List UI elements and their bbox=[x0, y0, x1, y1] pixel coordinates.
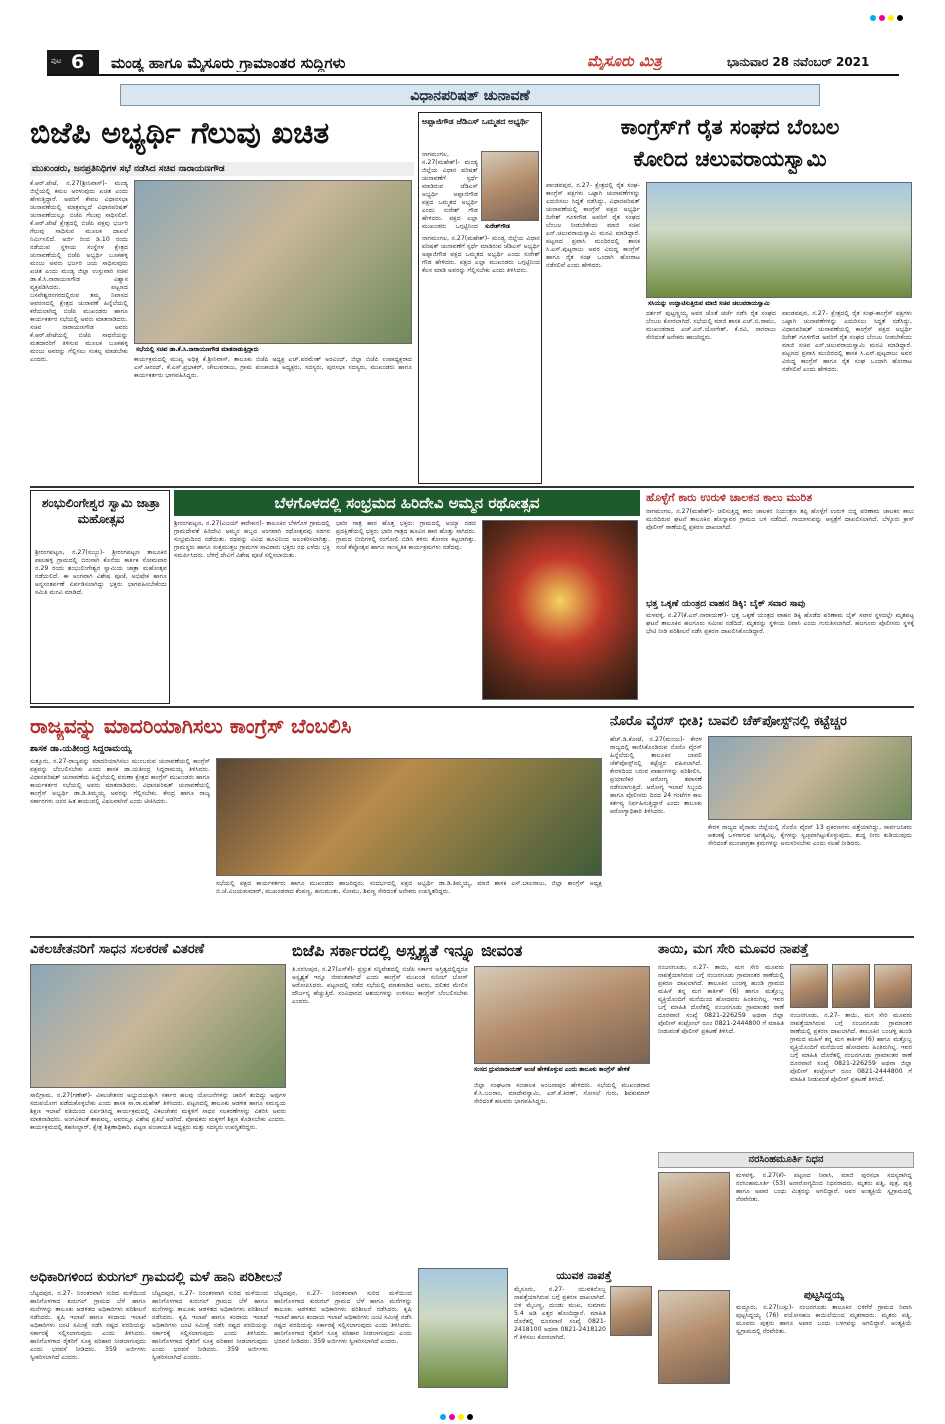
sidebar-jds-candidate bbox=[418, 112, 542, 484]
story-subhead: ಶಾಸಕ ಡಾ.ಯತೀಂದ್ರ ಸಿದ್ದರಾಮಯ್ಯ bbox=[30, 744, 132, 754]
page-number-badge bbox=[47, 50, 99, 74]
obituary-title: ಪುಟ್ಟಸಿದ್ದಯ್ಯ bbox=[803, 1290, 845, 1301]
story-body: ಸುತ್ತೂರು, ನ.27-ರಾಜ್ಯವನ್ನು ಮಾದರಿಯಾಗಿಸಲು ಮುಂಬರುವ ಚುನಾವಣೆಯಲ್ಲಿ ಕಾಂಗ್ರೆಸ್ ಪಕ್ಷವನ್ನು ಬೆಂಬಲಿಸಬೇಕು ಎಂದು ಶಾಸಕ ಡಾ.ಯತೀಂದ್ರ ಸಿದ್ದರಾಮಯ್ಯ ತಿಳಿಸಿದರು. ವಿಧಾನಪರಿಷತ್ ಚುನಾವಣೆಯ ಹಿನ್ನೆಲೆಯಲ್ಲಿ ವರುಣಾ ಕ್ಷೇತ್ರದ ಕಾಂಗ್ರೆಸ್ ಮುಖಂಡರು ಹಾಗೂ ಕಾರ್ಯಕರ್ತರ ಸಭೆಯಲ್ಲಿ ಅವರು ಮಾತನಾಡಿದರು. ವಿಧಾನಪರಿಷತ್ ಚುನಾವಣೆಯಲ್ಲಿ ಕಾಂಗ್ರೆಸ್ ಅಭ್ಯರ್ಥಿ ಡಾ.ಡಿ.ತಿಮ್ಮಯ್ಯ ಅವರನ್ನು ಗೆಲ್ಲಿಸಬೇಕು. ಕೇಂದ್ರ ಹಾಗೂ ರಾಜ್ಯ ಸರ್ಕಾರಗಳು ಜನರ ಹಿತ ಕಾಯುವಲ್ಲಿ ವಿಫಲವಾಗಿವೆ ಎಂದು ಟೀಕಿಸಿದರು. bbox=[30, 758, 210, 805]
story-photo bbox=[708, 736, 912, 820]
story-body: ಹೆಚ್.ಡಿ.ಕೋಟೆ, ನ.27(ಮಂಜು)- ಕೇರಳ ರಾಜ್ಯದಲ್ಲಿ ಕಾಣಿಸಿಕೊಂಡಿರುವ ನೊರೊ ವೈರಸ್ ಹಿನ್ನೆಲೆಯಲ್ಲಿ ತಾಲೂಕಿನ ಬಾವಲಿ ಚೆಕ್‌ಪೋಸ್ಟ್‌ನಲ್ಲಿ ಕಟ್ಟೆಚ್ಚರ ವಹಿಸಲಾಗಿದೆ. ಕೇರಳದಿಂದ ಬರುವ ವಾಹನಗಳನ್ನು ಪರಿಶೀಲಿಸಿ, ಪ್ರಯಾಣಿಕರ ಆರೋಗ್ಯ ತಪಾಸಣೆ ನಡೆಸಲಾಗುತ್ತಿದೆ. ಆರೋಗ್ಯ ಇಲಾಖೆ ಸಿಬ್ಬಂದಿ ಹಾಗೂ ಪೊಲೀಸರು ದಿನದ 24 ಗಂಟೆಗಳ ಕಾಲ ಕರ್ತವ್ಯ ನಿರ್ವಹಿಸುತ್ತಿದ್ದಾರೆ ಎಂದು ತಾಲೂಕು ಆರೋಗ್ಯಾಧಿಕಾರಿ ತಿಳಿಸಿದರು. bbox=[610, 736, 702, 815]
story-body: ನಂಜನಗೂಡು, ನ.27- ತಾಯಿ, ಮಗ ಸೇರಿ ಮೂವರು ನಾಪತ್ತೆಯಾಗಿರುವ ಬಗ್ಗೆ ನಂಜನಗೂಡು ಗ್ರಾಮಾಂತರ ಠಾಣೆಯಲ್ಲಿ ಪ್ರಕರಣ ದಾಖಲಾಗಿದೆ. ತಾಲೂಕಿನ ಬಂಚಳ್ಳಿ ಹುಂಡಿ ಗ್ರಾಮದ ಮಹಿಳೆ ತನ್ನ ಮಗ ಕಾರ್ತಿಕ್ (6) ಹಾಗೂ ಮತ್ತೊಬ್ಬ ವ್ಯಕ್ತಿಯೊಂದಿಗೆ ಮನೆಯಿಂದ ಹೋದವರು ಹಿಂತಿರುಗಿಲ್ಲ. ಇವರ ಬಗ್ಗೆ ಮಾಹಿತಿ ದೊರೆತಲ್ಲಿ ನಂಜನಗೂಡು ಗ್ರಾಮಾಂತರ ಠಾಣೆ ದೂರವಾಣಿ ಸಂಖ್ಯೆ 0821-226259 ಅಥವಾ ಜಿಲ್ಲಾ ಪೊಲೀಸ್ ಕಂಟ್ರೋಲ್ ರೂಂ 0821-2444800 ಗೆ ಮಾಹಿತಿ ನೀಡುವಂತೆ ಪೊಲೀಸ್ ಪ್ರಕಟಣೆ ತಿಳಿಸಿದೆ. bbox=[658, 964, 784, 1035]
sidebar-body: ನಾಗಮಂಗಲ, ನ.27(ಮಹೇಶ್)- ಮಂಡ್ಯ ಜಿಲ್ಲೆಯ ವಿಧಾನ ಪರಿಷತ್ ಚುನಾವಣೆಗೆ ಸ್ಪರ್ಧೆ ಮಾಡಿರುವ ಜೆಡಿಎಸ್ ಅಭ್ಯರ್ಥಿ ಅಪ್ಪಾಜಿಗೌಡ ಪಕ್ಷದ ಒಮ್ಮತದ ಅಭ್ಯರ್ಥಿ ಎಂದು ಸುರೇಶ್ ಗೌಡ ಹೇಳಿದರು. ಪಕ್ಷದ ಎಲ್ಲಾ ಮುಖಂಡರು ಒಗ್ಗಟ್ಟಿನಿಂದ bbox=[422, 151, 478, 230]
story-body-cont2: ಬೆಟ್ಟದಪುರ, ನ.27- ನಿರಂತರವಾಗಿ ಸುರಿದ ಮಳೆಯಿಂದ ಹಾನಿಗೊಳಗಾದ ಕುರುಗಲ್ ಗ್ರಾಮದ ಬೆಳೆ ಹಾಗೂ ಮನೆಗಳನ್ನು ತಾಲೂಕು ಆಡಳಿತದ ಅಧಿಕಾರಿಗಳು ಪರಿಶೀಲನೆ ನಡೆಸಿದರು. ಕೃಷಿ ಇಲಾಖೆ ಹಾಗೂ ಕಂದಾಯ ಇಲಾಖೆ ಅಧಿಕಾರಿಗಳು ಜಂಟಿ ಸಮೀಕ್ಷೆ ನಡೆಸಿ ನಷ್ಟದ ವರದಿಯನ್ನು ಸರ್ಕಾರಕ್ಕೆ ಸಲ್ಲಿಸಲಾಗುವುದು ಎಂದು ತಿಳಿಸಿದರು. ಹಾನಿಗೊಳಗಾದ ರೈತರಿಗೆ ಸೂಕ್ತ ಪರಿಹಾರ ನೀಡಲಾಗುವುದು ಎಂದು ಭರವಸೆ ನೀಡಿದರು. 359 ಅರ್ಜಿಗಳು ಸ್ವೀಕರಿಸಲಾಗಿದೆ ಎಂದರು. bbox=[274, 1290, 412, 1345]
story-body: ತಿ.ನರಸೀಪುರ, ನ.27(ಎಸ್‌ಕೆ)- ಪ್ರಸ್ತುತ ಸನ್ನಿವೇಶದಲ್ಲಿ ಬಿಜೆಪಿ ಸರ್ಕಾರ ಅಸ್ತಿತ್ವದಲ್ಲಿದ್ದರೂ ಅಸ್ಪೃಶ್ಯತೆ ಇನ್ನೂ ಜೀವಂತವಾಗಿದೆ ಎಂದು ಕಾಂಗ್ರೆಸ್ ಮುಖಂಡ ಸುನೀಲ್ ಬೋಸ್ ಆರೋಪಿಸಿದರು. ಪಟ್ಟಣದಲ್ಲಿ ನಡೆದ ಸಭೆಯಲ್ಲಿ ಮಾತನಾಡಿದ ಅವರು, ದಲಿತರ ಮೇಲಿನ ದೌರ್ಜನ್ಯ ಹೆಚ್ಚುತ್ತಿದೆ. ಸಂವಿಧಾನದ ಆಶಯಗಳನ್ನು ಉಳಿಸಲು ಕಾಂಗ್ರೆಸ್ ಬೆಂಬಲಿಸಬೇಕು ಎಂದರು. bbox=[292, 966, 468, 1005]
story-photo bbox=[134, 180, 412, 344]
sidebar-photo bbox=[481, 151, 539, 221]
story-photo bbox=[482, 520, 638, 700]
story-body-cont: ಜಿಲ್ಲಾ ಸಂಘಟನಾ ಸಂಚಾಲಕ ಅಂಜನಾಪುರ ಹೇಳಿದರು. ಸಭೆಯಲ್ಲಿ ಮುಖಂಡರಾದ ಕೆ.ಸಿ.ಬಲರಾಂ, ಮಾದೇವಸ್ವಾಮಿ, ಎಸ್.ಕೆ.ಕಿರಣ್, ಸೋಸಲೆ ಗುರು, ಶಿವಕುಮಾರ್ ಸೇರಿದಂತೆ ಹಲವರು ಭಾಗವಹಿಸಿದ್ದರು. bbox=[474, 1082, 650, 1105]
story-headline-line2: ಕೋರಿದ ಚಲುವರಾಯಸ್ವಾಮಿ bbox=[633, 147, 827, 171]
story-subhead: ಭತ್ತ ಒಕ್ಕಣೆ ಯಂತ್ರದ ವಾಹನ ಡಿಕ್ಕಿ: ಬೈಕ್ ಸವಾರ ಸಾವು bbox=[646, 599, 806, 609]
story-body: ಬೆಟ್ಟದಪುರ, ನ.27- ನಿರಂತರವಾಗಿ ಸುರಿದ ಮಳೆಯಿಂದ ಹಾನಿಗೊಳಗಾದ ಕುರುಗಲ್ ಗ್ರಾಮದ ಬೆಳೆ ಹಾಗೂ ಮನೆಗಳನ್ನು ತಾಲೂಕು ಆಡಳಿತದ ಅಧಿಕಾರಿಗಳು ಪರಿಶೀಲನೆ ನಡೆಸಿದರು. ಕೃಷಿ ಇಲಾಖೆ ಹಾಗೂ ಕಂದಾಯ ಇಲಾಖೆ ಅಧಿಕಾರಿಗಳು ಜಂಟಿ ಸಮೀಕ್ಷೆ ನಡೆಸಿ ನಷ್ಟದ ವರದಿಯನ್ನು ಸರ್ಕಾರಕ್ಕೆ ಸಲ್ಲಿಸಲಾಗುವುದು ಎಂದು ತಿಳಿಸಿದರು. ಹಾನಿಗೊಳಗಾದ ರೈತರಿಗೆ ಸೂಕ್ತ ಪರಿಹಾರ ನೀಡಲಾಗುವುದು ಎಂದು ಭರವಸೆ ನೀಡಿದರು. 359 ಅರ್ಜಿಗಳು ಸ್ವೀಕರಿಸಲಾಗಿದೆ ಎಂದರು. bbox=[30, 1290, 146, 1361]
story-bjp-victory bbox=[30, 112, 414, 484]
story-body: ಶ್ರೀರಂಗಪಟ್ಟಣ, ನ.27(ವಿಜಯ್ ಕಾರೇಕುರ)- ತಾಲೂಕಿನ ಬೆಳಗೊಳ ಗ್ರಾಮದಲ್ಲಿ ಗ್ರಾಮದೇವತೆ ಹಿರಿದೇವಿ ಅಮ್ಮನ ಹಬ್ಬದ ಅಂಗವಾಗಿ ರಥೋತ್ಸವವು ಸಡಗರ ಸಂಭ್ರಮದಿಂದ ನಡೆಯಿತು. ರಥವನ್ನು ವಿವಿಧ ಹೂವಿನಿಂದ ಅಲಂಕರಿಸಲಾಗಿತ್ತು. ಗ್ರಾಮಸ್ಥರು ಹಾಗೂ ಸುತ್ತಮುತ್ತಲ ಗ್ರಾಮಗಳ ಸಾವಿರಾರು ಭಕ್ತರು ರಥ ಎಳೆದು ಭಕ್ತಿ ಸಮರ್ಪಿಸಿದರು. ಬೆಳಿಗ್ಗೆ ದೇವಿಗೆ ವಿಶೇಷ ಪೂಜೆ ಸಲ್ಲಿಸಲಾಯಿತು. bbox=[174, 520, 330, 559]
story-photo-caption: ಸಸಿಯನ್ನು ಉದ್ಘಾಟಿಸುತ್ತಿರುವ ಮಾಜಿ ಸಚಿವ ಚಲುವರಾಯಸ್ವಾಮಿ bbox=[648, 300, 910, 307]
story-disabled-aid bbox=[30, 940, 286, 1266]
sidebar-body-cont: ನಾಗಮಂಗಲ, ನ.27(ಮಹೇಶ್)- ಮಂಡ್ಯ ಜಿಲ್ಲೆಯ ವಿಧಾನ ಪರಿಷತ್ ಚುನಾವಣೆಗೆ ಸ್ಪರ್ಧೆ ಮಾಡಿರುವ ಜೆಡಿಎಸ್ ಅಭ್ಯರ್ಥಿ ಅಪ್ಪಾಜಿಗೌಡ ಪಕ್ಷದ ಒಮ್ಮತದ ಅಭ್ಯರ್ಥಿ ಎಂದು ಸುರೇಶ್ ಗೌಡ ಹೇಳಿದರು. ಪಕ್ಷದ ಎಲ್ಲಾ ಮುಖಂಡರು ಒಗ್ಗಟ್ಟಿನಿಂದ ಕೆಲಸ ಮಾಡಿ ಅವರನ್ನು ಗೆಲ್ಲಿಸಬೇಕು ಎಂದು ತಿಳಿಸಿದರು. bbox=[422, 235, 540, 274]
story-headline: ಬಿಜೆಪಿ ಅಭ್ಯರ್ಥಿ ಗೆಲುವು ಖಚಿತ bbox=[30, 116, 330, 151]
register-marks-bottom bbox=[440, 1405, 476, 1424]
story-headline: ನೊರೊ ವೈರಸ್ ಭೀತಿ; ಬಾವಲಿ ಚೆಕ್‌ಪೋಸ್ಟ್‌ನಲ್ಲಿ ಕಟ್ಟೆಚ್ಚರ bbox=[610, 714, 847, 729]
divider bbox=[30, 706, 914, 708]
story-body-cont: ಮಳವಳ್ಳಿ, ನ.27(ಕೆ.ಎನ್.ನಾರಾಯಣ್)- ಭತ್ತ ಒಕ್ಕಣೆ ಯಂತ್ರದ ವಾಹನ ಡಿಕ್ಕಿ ಹೊಡೆದ ಪರಿಣಾಮ ಬೈಕ್ ಸವಾರ ಸ್ಥಳದಲ್ಲೇ ಮೃತಪಟ್ಟ ಘಟನೆ ತಾಲೂಕಿನ ಹಲಗೂರು ಸಮೀಪ ನಡೆದಿದೆ. ಮೃತನನ್ನು ಸ್ಥಳೀಯ ನಿವಾಸಿ ಎಂದು ಗುರುತಿಸಲಾಗಿದೆ. ಹಲಗೂರು ಪೊಲೀಸರು ಸ್ಥಳಕ್ಕೆ ಭೇಟಿ ನೀಡಿ ಪರಿಶೀಲನೆ ನಡೆಸಿ ಪ್ರಕರಣ ದಾಖಲಿಸಿಕೊಂಡಿದ್ದಾರೆ. bbox=[646, 612, 914, 635]
story-congress-model bbox=[30, 712, 604, 934]
jatra-box bbox=[30, 490, 170, 704]
obituary-title: ನರಸಿಂಹಮೂರ್ತಿ ನಿಧನ bbox=[748, 1154, 824, 1165]
story-headline: ಬಿಜೆಪಿ ಸರ್ಕಾರದಲ್ಲಿ ಅಸ್ಪೃಶ್ಯತೆ ಇನ್ನೂ ಜೀವಂತ bbox=[292, 941, 523, 960]
page-header bbox=[47, 50, 899, 76]
jatra-title: ಶಂಭುಲಿಂಗೇಶ್ವರ ಸ್ವಾಮಿ ಜಾತ್ರಾ ಮಹೋತ್ಸವ bbox=[41, 496, 161, 526]
rain-damage-photo bbox=[418, 1268, 508, 1388]
story-subhead: ಮುಖಂಡರು, ಜನಪ್ರತಿನಿಧಿಗಳ ಸಭೆ ನಡೆಸಿದ ಸಚಿವ ನಾರಾಯಣಗೌಡ bbox=[30, 162, 414, 176]
story-body: ನಾಗಮಂಗಲ, ನ.27(ಮಹೇಶ್)- ಚಲಿಸುತ್ತಿದ್ದ ಕಾರು ಚಾಲಕನ ನಿಯಂತ್ರಣ ತಪ್ಪಿ ಹೊಳ್ಳೆಗೆ ಉರುಳಿ ಬಿದ್ದ ಪರಿಣಾಮ ಚಾಲಕನ ಕಾಲು ಮುರಿದಿರುವ ಘಟನೆ ತಾಲೂಕಿನ ಹೊನ್ನಾವರ ಗ್ರಾಮದ ಬಳಿ ನಡೆದಿದೆ. ಗಾಯಾಳುವನ್ನು ಆಸ್ಪತ್ರೆಗೆ ದಾಖಲಿಸಲಾಗಿದೆ. ಬೆಳ್ಳೂರು ಕ್ರಾಸ್ ಪೊಲೀಸ್ ಠಾಣೆಯಲ್ಲಿ ಪ್ರಕರಣ ದಾಖಲಾಗಿದೆ. bbox=[646, 508, 914, 531]
story-missing-three bbox=[658, 940, 914, 1150]
story-body-cont: ಭಾರೀ ಗಾತ್ರ ಹಾರ ಹೊತ್ತ ಭಕ್ತರು: ಗ್ರಾಮದಲ್ಲಿ ಅಯ್ಯಾ ನಡದ ಪ್ರದಕ್ಷಿಣೆಯಲ್ಲಿ ಭಕ್ತರು ಭಾರೀ ಗಾತ್ರದ ಹೂವಿನ ಹಾರ ಹೊತ್ತು ಸಾಗಿದರು. ಗ್ರಾಮದ ಬೀದಿಗಳಲ್ಲಿ ರಂಗೋಲಿ ಬಿಡಿಸಿ ತಳಿರು ತೋರಣ ಕಟ್ಟಲಾಗಿತ್ತು. ಸಂಜೆ ತೆಪ್ಪೋತ್ಸವ ಹಾಗೂ ಸಾಂಸ್ಕೃತಿಕ ಕಾರ್ಯಕ್ರಮಗಳು ನಡೆದವು. bbox=[336, 520, 476, 551]
story-body-cont2: ಪಾಂಡವಪುರ, ನ.27- ಕ್ಷೇತ್ರದಲ್ಲಿ ರೈತ ಸಂಘ-ಕಾಂಗ್ರೆಸ್ ಪಕ್ಷಗಳು ಒಟ್ಟಾಗಿ ಚುನಾವಣೆಗಳನ್ನು ಎದುರಿಸಲು ಸಿದ್ದತೆ ನಡೆಸಿದ್ದು, ವಿಧಾನಪರಿಷತ್ ಚುನಾವಣೆಯಲ್ಲಿ ಕಾಂಗ್ರೆಸ್ ಪಕ್ಷದ ಅಭ್ಯರ್ಥಿ ದಿನೇಶ್ ಗೂಳಿಗೌಡ ಅವರಿಗೆ ರೈತ ಸಂಘದ ಬೆಂಬಲ ನೀಡಬೇಕೆಂದು ಮಾಜಿ ಸಚಿವ ಎನ್.ಚಲುವರಾಯಸ್ವಾಮಿ ಮನವಿ ಮಾಡಿದ್ದಾರೆ. ಪಟ್ಟಣದ ಪ್ರವಾಸಿ ಮಂದಿರದಲ್ಲಿ ಶಾಸಕ ಸಿ.ಎಸ್.ಪುಟ್ಟರಾಜು ಅವರ ವಿರುದ್ಧ ಕಾಂಗ್ರೆಸ್ ಹಾಗೂ ರೈತ ಸಂಘ ಒಂದಾಗಿ ಹೋರಾಟ ನಡೆಸಲಿವೆ ಎಂದು ಹೇಳಿದರು. bbox=[782, 310, 912, 373]
story-body: ಮೈಸೂರು, ನ.27- ಯುವಕನೊಬ್ಬ ನಾಪತ್ತೆಯಾಗಿರುವ ಬಗ್ಗೆ ಪ್ರಕರಣ ದಾಖಲಾಗಿದೆ. ಬಿಳಿ ಮೈಬಣ್ಣ, ದುಂಡು ಮುಖ, ಸುಮಾರು 5.4 ಅಡಿ ಎತ್ತರ ಹೊಂದಿದ್ದಾನೆ. ಮಾಹಿತಿ ದೊರೆತಲ್ಲಿ ದೂರವಾಣಿ ಸಂಖ್ಯೆ 0821-2418100 ಅಥವಾ 0821-2418120 ಗೆ ತಿಳಿಸಲು ಕೋರಲಾಗಿದೆ. bbox=[514, 1286, 606, 1341]
story-headline: ತಾಯಿ, ಮಗ ಸೇರಿ ಮೂವರ ನಾಪತ್ತೆ bbox=[658, 942, 809, 957]
missing-person-photo bbox=[832, 964, 870, 1008]
story-headline: ವಿಕಲಚೇತನರಿಗೆ ಸಾಧನ ಸಲಕರಣೆ ವಿತರಣೆ bbox=[30, 942, 205, 957]
story-body-cont: ಕಾರ್ಯಕ್ರಮದಲ್ಲಿ ಮುಖ್ಯ ಅಧಿಕ್ಷ ಕೆ.ಶ್ರೀನಿವಾಸ್, ತಾಲೂಕು ಬಿಜೆಪಿ ಅಧ್ಯಕ್ಷ ಎಚ್.ಪರಮೇಶ್ ಅರವಿಂದ್, ಜಿಲ್ಲಾ ಬಿಜೆಪಿ ಉಪಾಧ್ಯಕ್ಷರಾದ ಎಸ್.ಆನಂದ್, ಕೆ.ಎಸ್.ಪ್ರಭಾಕರ್, ಚೇಲುವರಾಜು, ಗ್ರಾಮ ಪಂಚಾಯತಿ ಅಧ್ಯಕ್ಷರು, ಸದಸ್ಯರು, ಪುರಸಭಾ ಸದಸ್ಯರು, ಮುಖಂಡರು ಹಾಗೂ ಕಾರ್ಯಕರ್ತರು ಭಾಗವಹಿಸಿದ್ದರು. bbox=[134, 356, 412, 379]
story-car-accident bbox=[646, 490, 914, 704]
masthead-logo: ಮೈಸೂರು ಮಿತ್ರ bbox=[587, 52, 662, 70]
obituary-puttasiddaiah bbox=[658, 1290, 914, 1388]
story-untouchability bbox=[292, 940, 652, 1266]
section-banner-text: ವಿಧಾನಪರಿಷತ್ ಚುನಾವಣೆ bbox=[410, 88, 530, 104]
obituary-photo bbox=[658, 1290, 730, 1384]
obituary-body: ಮದ್ದೂರು, ನ.27(ಬಸ್ಸು)- ನಂಜನಗೂಡು ತಾಲೂಕಿನ ಬಿಳಿಗೆರೆ ಗ್ರಾಮದ ನಿವಾಸಿ ಪುಟ್ಟಸಿದ್ದಯ್ಯ (76) ವಯೋಸಹಜ ಕಾಯಿಲೆಯಿಂದ ಮೃತರಾದರು. ಮೃತರು ಪತ್ನಿ, ಮೂವರು ಪುತ್ರರು ಹಾಗೂ ಅಪಾರ ಬಂಧು ಬಳಗವನ್ನು ಅಗಲಿದ್ದಾರೆ. ಅಂತ್ಯಕ್ರಿಯೆ ಸ್ವಗ್ರಾಮದಲ್ಲಿ ನೆರವೇರಿತು. bbox=[736, 1304, 912, 1335]
story-rain-damage bbox=[30, 1268, 412, 1388]
story-chariot-festival bbox=[174, 490, 640, 704]
divider bbox=[30, 486, 914, 488]
story-headline: ಬೆಳಗೊಳದಲ್ಲಿ ಸಂಭ್ರಮದ ಹಿರಿದೇವಿ ಅಮ್ಮನ ರಥೋತ್ಸವ bbox=[274, 494, 540, 512]
sidebar-photo-caption: ಸುರೇಶ್‌ಗೌಡ bbox=[485, 223, 535, 230]
story-photo bbox=[30, 964, 286, 1088]
story-photo bbox=[216, 758, 602, 876]
story-youth-missing bbox=[514, 1268, 654, 1388]
story-body: ಪಾಂಡವಪುರ, ನ.27- ಕ್ಷೇತ್ರದಲ್ಲಿ ರೈತ ಸಂಘ-ಕಾಂಗ್ರೆಸ್ ಪಕ್ಷಗಳು ಒಟ್ಟಾಗಿ ಚುನಾವಣೆಗಳನ್ನು ಎದುರಿಸಲು ಸಿದ್ದತೆ ನಡೆಸಿದ್ದು, ವಿಧಾನಪರಿಷತ್ ಚುನಾವಣೆಯಲ್ಲಿ ಕಾಂಗ್ರೆಸ್ ಪಕ್ಷದ ಅಭ್ಯರ್ಥಿ ದಿನೇಶ್ ಗೂಳಿಗೌಡ ಅವರಿಗೆ ರೈತ ಸಂಘದ ಬೆಂಬಲ ನೀಡಬೇಕೆಂದು ಮಾಜಿ ಸಚಿವ ಎನ್.ಚಲುವರಾಯಸ್ವಾಮಿ ಮನವಿ ಮಾಡಿದ್ದಾರೆ. ಪಟ್ಟಣದ ಪ್ರವಾಸಿ ಮಂದಿರದಲ್ಲಿ ಶಾಸಕ ಸಿ.ಎಸ್.ಪುಟ್ಟರಾಜು ಅವರ ವಿರುದ್ಧ ಕಾಂಗ್ರೆಸ್ ಹಾಗೂ ರೈತ ಸಂಘ ಒಂದಾಗಿ ಹೋರಾಟ ನಡೆಸಲಿವೆ ಎಂದು ಹೇಳಿದರು. bbox=[546, 182, 640, 269]
story-photo-caption: ಸಭೆಯಲ್ಲಿ ಸಚಿವ ಡಾ.ಕೆ.ಸಿ.ನಾರಾಯಣಗೌಡ ಮಾತನಾಡುತ್ತಿದ್ದಾರು bbox=[136, 346, 412, 353]
issue-date: ಭಾನುವಾರ 28 ನವೆಂಬರ್ 2021 bbox=[727, 55, 870, 69]
story-farmers-support bbox=[546, 112, 914, 484]
obituary-photo bbox=[658, 1172, 730, 1260]
section-title: ಮಂಡ್ಯ ಹಾಗೂ ಮೈಸೂರು ಗ್ರಾಮಾಂತರ ಸುದ್ದಿಗಳು bbox=[111, 54, 346, 72]
missing-person-photo bbox=[874, 964, 912, 1008]
page-number: 6 bbox=[71, 51, 85, 73]
divider bbox=[30, 936, 914, 938]
sidebar-title: ಅಪ್ಪಾಜಿಗೌಡ ಜೆಡಿಎಸ್ ಒಮ್ಮತದ ಅಭ್ಯರ್ಥಿ bbox=[422, 117, 530, 126]
story-body: ಕೆ.ಆರ್.ಪೇಟೆ, ನ.27(ಶ್ರೀನಿವಾಸ್)- ಮಂಡ್ಯ ಜಿಲ್ಲೆಯಲ್ಲಿ ಕಮಲ ಅರಳುವುದು ಖಚಿತ ಎಂದು ಹೇಳುತ್ತಿದ್ದಾರೆ. ಅವರಿಗೆ ಕೇವಲ ವಿಧಾನಸಭಾ ಚುನಾವಣೆಯಲ್ಲಿ ಮಾತ್ರವಲ್ಲದೆ ವಿಧಾನಪರಿಷತ್ ಚುನಾವಣೆಯಲ್ಲೂ ಬಿಜೆಪಿ ಗೆಲುವು ಸಾಧಿಸಲಿದೆ. ಕೆ.ಆರ್.ಪೇಟೆ ಕ್ಷೇತ್ರದಲ್ಲಿ ಬಿಜೆಪಿ ಪಕ್ಷವು ಭರ್ಜರಿ ಗೆಲುವು ಸಾಧಿಸುವ ಮೂಲಕ ದಾಖಲೆ ನಿರ್ಮಿಸಲಿದೆ. ಅರ್ಜಿ ರಿಂದ ಡಿ.10 ರಂದು ನಡೆಯುವ ಸ್ಥಳೀಯ ಸಂಸ್ಥೆಗಳ ಕ್ಷೇತ್ರದ ಚುನಾವಣೆಯಲ್ಲಿ ಬಿಜೆಪಿ ಅಭ್ಯರ್ಥಿ ಬೂಕಹಳ್ಳಿ ಮಂಜು ಅವರು ಭರ್ಜರಿ ಜಯ ಸಾಧಿಸುವುದು ಖಚಿತ ಎಂದು ಮಂಡ್ಯ ಜಿಲ್ಲಾ ಉಸ್ತುವಾರಿ ಸಚಿವ ಡಾ.ಕೆ.ಸಿ.ನಾರಾಯಣಗೌಡ ವಿಶ್ವಾಸ ವ್ಯಕ್ತಪಡಿಸಿದರು. ಪಟ್ಟಣದ ಬಸವೇಶ್ವರನಗರದಲ್ಲಿರುವ ತಮ್ಮ ನಿವಾಸದ ಆವರಣದಲ್ಲಿ ಕ್ಷೇತ್ರದ ಚುನಾವಣೆ ಹಿನ್ನೆಲೆಯಲ್ಲಿ ಕರೆಯಲಾಗಿದ್ದ ಬಿಜೆಪಿ ಮುಖಂಡರು ಹಾಗೂ ಕಾರ್ಯಕರ್ತರ ಸಭೆಯಲ್ಲಿ ಅವರು ಮಾತನಾಡಿದರು. ಸಚಿವ ನಾರಾಯಣಗೌಡ ಅವರು ಕೆ.ಆರ್.ಪೇಟೆಯಲ್ಲಿ ಬಿಜೆಪಿ ಸಾಧನೆಯನ್ನು ಮತದಾರರಿಗೆ ತಿಳಿಸುವ ಮೂಲಕ ಬೂಕಹಳ್ಳಿ ಮಂಜು ಅವರನ್ನು ಗೆಲ್ಲಿಸಲು ಸಂಕಲ್ಪ ಮಾಡಬೇಕು ಎಂದರು. bbox=[30, 180, 128, 363]
obituary-body: ಮಳವಳ್ಳಿ, ನ.27(ಕೆ)- ಪಟ್ಟಣದ ನಿವಾಸಿ, ಮಾಜಿ ಪುರಸಭಾ ಸದಸ್ಯರಾಗಿದ್ದ ನರಸಿಂಹಮೂರ್ತಿ (53) ಅನಾರೋಗ್ಯದಿಂದ ನಿಧನರಾದರು. ಮೃತರು ಪತ್ನಿ, ಪುತ್ರ, ಪುತ್ರಿ ಹಾಗೂ ಅಪಾರ ಬಂಧು ಮಿತ್ರರನ್ನು ಅಗಲಿದ್ದಾರೆ. ಅವರ ಅಂತ್ಯಕ್ರಿಯೆ ಸ್ವಗ್ರಾಮದಲ್ಲಿ ನೆರವೇರಿತು. bbox=[736, 1172, 912, 1203]
story-headline: ಹೊಳ್ಳೆಗೆ ಕಾರು ಉರುಳಿ ಚಾಲಕನ ಕಾಲು ಮುರಿತ bbox=[646, 491, 813, 504]
story-headline: ಅಧಿಕಾರಿಗಳಿಂದ ಕುರುಗಲ್ ಗ್ರಾಮದಲ್ಲಿ ಮಳೆ ಹಾನಿ ಪರಿಶೀಲನೆ bbox=[30, 1270, 282, 1285]
story-body: ಸಾಲಿಗ್ರಾಮ, ನ.27(ಗಣೇಶ್)- ವಿಕಲಚೇತನರ ಅಭ್ಯುದಯಕ್ಕಾಗಿ ಸರ್ಕಾರ ಹಲವು ಯೋಜನೆಗಳನ್ನು ಜಾರಿಗೆ ತಂದಿದ್ದು ಅವುಗಳ ಸದುಪಯೋಗ ಪಡೆದುಕೊಳ್ಳಬೇಕು ಎಂದು ಶಾಸಕ ಸಾ.ರಾ.ಮಹೇಶ್ ತಿಳಿಸಿದರು. ಪಟ್ಟಣದಲ್ಲಿ ತಾಲೂಕು ಆಡಳಿತ ಹಾಗೂ ಸಮನ್ವಯ ಶಿಕ್ಷಣ ಇಲಾಖೆ ವತಿಯಿಂದ ಏರ್ಪಡಿಸಿದ್ದ ಕಾರ್ಯಕ್ರಮದಲ್ಲಿ ವಿಕಲಚೇತನ ಮಕ್ಕಳಿಗೆ ಸಾಧನ ಸಲಕರಣೆಗಳನ್ನು ವಿತರಿಸಿ ಅವರು ಮಾತನಾಡಿದರು. ಅಂಗವಿಕಲತೆ ಶಾಪವಲ್ಲ, ಅವರಲ್ಲೂ ವಿಶೇಷ ಪ್ರತಿಭೆ ಅಡಗಿದೆ. ಪೋಷಕರು ಮಕ್ಕಳಿಗೆ ಶಿಕ್ಷಣ ಕೊಡಿಸಬೇಕು ಎಂದರು. ಕಾರ್ಯಕ್ರಮದಲ್ಲಿ ತಹಸೀಲ್ದಾರ್, ಕ್ಷೇತ್ರ ಶಿಕ್ಷಣಾಧಿಕಾರಿ, ಪಟ್ಟಣ ಪಂಚಾಯತಿ ಅಧ್ಯಕ್ಷರು ಮತ್ತು ಸದಸ್ಯರು ಉಪಸ್ಥಿತರಿದ್ದರು. bbox=[30, 1092, 286, 1131]
page-label: ಪುಟ bbox=[51, 57, 62, 65]
story-photo bbox=[474, 966, 650, 1064]
story-headline: ಯುವಕ ನಾಪತ್ತೆ bbox=[556, 1269, 612, 1282]
missing-person-photo bbox=[610, 1286, 652, 1336]
story-headline: ರಾಜ್ಯವನ್ನು ಮಾದರಿಯಾಗಿಸಲು ಕಾಂಗ್ರೆಸ್ ಬೆಂಬಲಿಸಿ bbox=[30, 714, 352, 738]
story-body-cont: ಕೇರಳ ರಾಜ್ಯದ ವೈನಾಡು ಜಿಲ್ಲೆಯಲ್ಲಿ ನೊರೊ ವೈರಸ್ 13 ಪ್ರಕರಣಗಳು ಪತ್ತೆಯಾಗಿದ್ದು, ಸಾರ್ವಜನಿಕರು ಆತಂಕಕ್ಕೆ ಒಳಗಾಗುವ ಅಗತ್ಯವಿಲ್ಲ. ಕೈಗಳನ್ನು ಸ್ವಚ್ಛವಾಗಿಟ್ಟುಕೊಳ್ಳುವುದು, ಶುದ್ಧ ನೀರು ಕುಡಿಯುವುದು ಸೇರಿದಂತೆ ಮುಂಜಾಗ್ರತಾ ಕ್ರಮಗಳನ್ನು ಅನುಸರಿಸಬೇಕು ಎಂದು ಸಲಹೆ ನೀಡಿದರು. bbox=[708, 824, 912, 847]
obituary-narasimhamurthy bbox=[658, 1152, 914, 1288]
story-headline-line1: ಕಾಂಗ್ರೆಸ್‌ಗೆ ರೈತ ಸಂಘದ ಬೆಂಬಲ bbox=[620, 115, 840, 139]
jatra-body: ಶ್ರೀರಂಗಪಟ್ಟಣ, ನ.27(ಸುಬ್ಬು)- ಶ್ರೀರಂಗಪಟ್ಟಣ ತಾಲೂಕಿನ ಪಾಲಹಳ್ಳಿ ಗ್ರಾಮದಲ್ಲಿ ಬಿರುಸಾಗಿ ಕೊನೆಯ ಕಾರ್ತಿಕ ಸೋಮವಾರ ನ.29 ರಂದು ಶಂಭುಲಿಂಗೇಶ್ವರ ಸ್ವಾಮಿಯ ಜಾತ್ರಾ ಮಹೋತ್ಸವ ನಡೆಯಲಿದೆ. ಈ ಅಂಗವಾಗಿ ವಿಶೇಷ ಪೂಜೆ, ಅಭಿಷೇಕ ಹಾಗೂ ಅನ್ನಸಂತರ್ಪಣೆ ಏರ್ಪಡಿಸಲಾಗಿದ್ದು ಭಕ್ತರು ಭಾಗವಹಿಸಬೇಕೆಂದು ಸಮಿತಿ ಮನವಿ ಮಾಡಿದೆ. bbox=[35, 549, 167, 596]
story-body-cont: ಸಭೆಯಲ್ಲಿ ಪಕ್ಷದ ಕಾರ್ಯಕರ್ತರು ಹಾಗೂ ಮುಖಂಡರು ಹಾಜರಿದ್ದರು. ಸಂದರ್ಭದಲ್ಲಿ ಪಕ್ಷದ ಅಭ್ಯರ್ಥಿ ಡಾ.ಡಿ.ತಿಮ್ಮಯ್ಯ, ಮಾಜಿ ಶಾಸಕ ಎಸ್.ಬಾಲರಾಜು, ಜಿಲ್ಲಾ ಕಾಂಗ್ರೆಸ್ ಅಧ್ಯಕ್ಷ ಬಿ.ಜೆ.ವಿಜಯಕುಮಾರ್, ಮುಖಂಡರಾದ ಕೆಂಪಣ್ಣ, ಹನುಮಂತು, ಸೋಮು, ಶಿವಣ್ಣ ಸೇರಿದಂತೆ ಅನೇಕರು ಉಪಸ್ಥಿತರಿದ್ದರು. bbox=[216, 880, 602, 895]
story-photo-caption: ಸಂಸದ ಧ್ರುವನಾರಾಯಣ್ ಅಂಜೆ ಹೇಳಿಕೊಳ್ಳುವ ಎಂದು ತಾಲೂಕು ಕಾಂಗ್ರೆಸ್ ಹೇಳಿಕೆ bbox=[474, 1066, 650, 1073]
story-body-cont: ನಂಜನಗೂಡು, ನ.27- ತಾಯಿ, ಮಗ ಸೇರಿ ಮೂವರು ನಾಪತ್ತೆಯಾಗಿರುವ ಬಗ್ಗೆ ನಂಜನಗೂಡು ಗ್ರಾಮಾಂತರ ಠಾಣೆಯಲ್ಲಿ ಪ್ರಕರಣ ದಾಖಲಾಗಿದೆ. ತಾಲೂಕಿನ ಬಂಚಳ್ಳಿ ಹುಂಡಿ ಗ್ರಾಮದ ಮಹಿಳೆ ತನ್ನ ಮಗ ಕಾರ್ತಿಕ್ (6) ಹಾಗೂ ಮತ್ತೊಬ್ಬ ವ್ಯಕ್ತಿಯೊಂದಿಗೆ ಮನೆಯಿಂದ ಹೋದವರು ಹಿಂತಿರುಗಿಲ್ಲ. ಇವರ ಬಗ್ಗೆ ಮಾಹಿತಿ ದೊರೆತಲ್ಲಿ ನಂಜನಗೂಡು ಗ್ರಾಮಾಂತರ ಠಾಣೆ ದೂರವಾಣಿ ಸಂಖ್ಯೆ 0821-226259 ಅಥವಾ ಜಿಲ್ಲಾ ಪೊಲೀಸ್ ಕಂಟ್ರೋಲ್ ರೂಂ 0821-2444800 ಗೆ ಮಾಹಿತಿ ನೀಡುವಂತೆ ಪೊಲೀಸ್ ಪ್ರಕಟಣೆ ತಿಳಿಸಿದೆ. bbox=[790, 1012, 912, 1083]
missing-person-photo bbox=[790, 964, 828, 1008]
story-photo bbox=[646, 182, 912, 298]
story-norovirus bbox=[610, 712, 914, 934]
section-banner bbox=[120, 84, 820, 106]
story-body-cont: ಬೆಟ್ಟದಪುರ, ನ.27- ನಿರಂತರವಾಗಿ ಸುರಿದ ಮಳೆಯಿಂದ ಹಾನಿಗೊಳಗಾದ ಕುರುಗಲ್ ಗ್ರಾಮದ ಬೆಳೆ ಹಾಗೂ ಮನೆಗಳನ್ನು ತಾಲೂಕು ಆಡಳಿತದ ಅಧಿಕಾರಿಗಳು ಪರಿಶೀಲನೆ ನಡೆಸಿದರು. ಕೃಷಿ ಇಲಾಖೆ ಹಾಗೂ ಕಂದಾಯ ಇಲಾಖೆ ಅಧಿಕಾರಿಗಳು ಜಂಟಿ ಸಮೀಕ್ಷೆ ನಡೆಸಿ ನಷ್ಟದ ವರದಿಯನ್ನು ಸರ್ಕಾರಕ್ಕೆ ಸಲ್ಲಿಸಲಾಗುವುದು ಎಂದು ತಿಳಿಸಿದರು. ಹಾನಿಗೊಳಗಾದ ರೈತರಿಗೆ ಸೂಕ್ತ ಪರಿಹಾರ ನೀಡಲಾಗುವುದು ಎಂದು ಭರವಸೆ ನೀಡಿದರು. 359 ಅರ್ಜಿಗಳು ಸ್ವೀಕರಿಸಲಾಗಿದೆ ಎಂದರು. bbox=[152, 1290, 268, 1361]
story-body-cont: ದರ್ಶನ್ ಪುಟ್ಟಣ್ಣಯ್ಯ ಅವರ ಜೊತೆ ಚರ್ಚೆ ನಡೆಸಿ ರೈತ ಸಂಘದ ಬೆಂಬಲ ಕೋರಲಾಗಿದೆ. ಸಭೆಯಲ್ಲಿ ಮಾಜಿ ಶಾಸಕ ಎಚ್.ಬಿ.ರಾಮು, ಮುಖಂಡರಾದ ಎಚ್.ಎನ್.ಯೋಗೇಶ್, ಕೆ.ರವಿ, ನಾಗರಾಜು ಸೇರಿದಂತೆ ಅನೇಕರು ಹಾಜರಿದ್ದರು. bbox=[646, 310, 776, 341]
register-marks-top bbox=[870, 6, 906, 25]
